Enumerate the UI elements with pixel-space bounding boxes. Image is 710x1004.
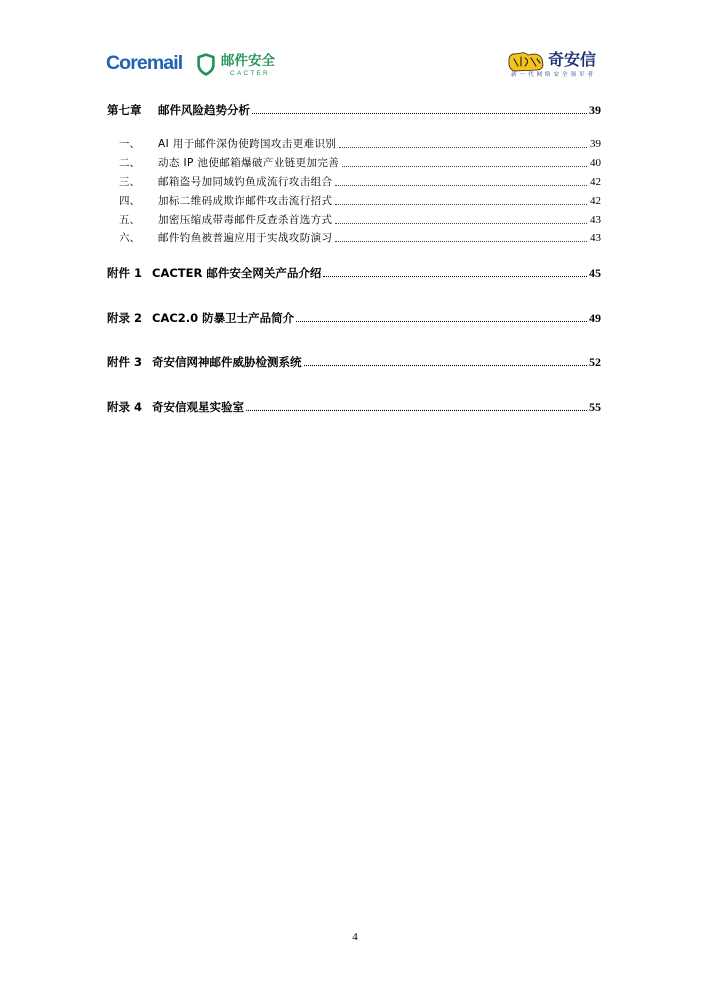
toc-section-row[interactable]: [119, 230, 601, 246]
toc-label: 二、: [119, 157, 140, 169]
toc-title: 邮箱盗号加同域钓鱼成流行攻击组合: [158, 176, 333, 188]
toc-title: 动态 IP 池使邮箱爆破产业链更加完善: [158, 157, 340, 169]
coremail-logo: Coremail: [106, 52, 183, 74]
toc-section-row[interactable]: [119, 136, 601, 152]
toc-section-row[interactable]: [119, 193, 601, 209]
toc-leader: [335, 241, 587, 242]
toc-title: 奇安信观星实验室: [152, 400, 244, 414]
toc-label: 附录 2: [107, 311, 143, 325]
toc-title: AI 用于邮件深伪使跨国攻击更难识别: [158, 138, 337, 150]
toc-title: 加密压缩成带毒邮件反查杀首选方式: [158, 214, 333, 226]
cacter-english-name: CACTER: [230, 70, 270, 77]
toc-page-number: 42: [590, 195, 601, 207]
shield-icon: [197, 53, 215, 76]
toc-label: 一、: [119, 138, 140, 150]
toc-leader: [304, 365, 588, 366]
toc-title: 邮件风险趋势分析: [158, 103, 250, 117]
toc-title: CAC2.0 防暴卫士产品简介: [152, 311, 295, 325]
toc-page-number: 52: [589, 355, 601, 369]
toc-title: 奇安信网神邮件威胁检测系统: [152, 355, 302, 369]
toc-page-number: 43: [590, 214, 601, 226]
toc-page-number: 39: [589, 103, 601, 117]
toc-page-number: 39: [590, 138, 601, 150]
mascot-icon: [507, 51, 545, 73]
toc-leader: [335, 185, 587, 186]
toc-leader: [335, 204, 587, 205]
cacter-chinese-name: 邮件安全: [221, 53, 275, 68]
toc-label: 五、: [119, 214, 140, 226]
toc-page-number: 55: [589, 400, 601, 414]
toc-appendix-row[interactable]: [107, 310, 601, 326]
qianxin-slogan: 新一代网络安全领军者: [511, 72, 597, 78]
toc-leader: [335, 223, 587, 224]
toc-chapter-row[interactable]: [107, 102, 601, 118]
toc-title: 加标二维码成欺诈邮件攻击流行招式: [158, 195, 333, 207]
toc-leader: [252, 113, 587, 114]
toc-leader: [323, 276, 587, 277]
toc-appendix-row[interactable]: [107, 265, 601, 281]
toc-label: 六、: [119, 232, 140, 244]
toc-page-number: 45: [589, 266, 601, 280]
toc-label: 附件 3: [107, 355, 143, 369]
toc-leader: [339, 147, 587, 148]
qianxin-name: 奇安信: [548, 52, 597, 69]
qianxin-logo: [506, 50, 602, 80]
cacter-logo: [197, 52, 283, 80]
toc-appendix-row[interactable]: [107, 399, 601, 415]
toc-page-number: 40: [590, 157, 601, 169]
toc-label: 四、: [119, 195, 140, 207]
toc-page-number: 42: [590, 176, 601, 188]
toc-page-number: 43: [590, 232, 601, 244]
toc-label: 附录 4: [107, 400, 143, 414]
toc-page-number: 49: [589, 311, 601, 325]
toc-label: 附件 1: [107, 266, 143, 280]
toc-label: 第七章: [107, 103, 142, 117]
page-number: 4: [352, 931, 358, 943]
toc-section-row[interactable]: [119, 174, 601, 190]
toc-leader: [342, 166, 587, 167]
toc-section-row[interactable]: [119, 155, 601, 171]
toc-title: CACTER 邮件安全网关产品介绍: [152, 266, 322, 280]
toc-leader: [246, 410, 587, 411]
toc-label: 三、: [119, 176, 140, 188]
toc-appendix-row[interactable]: [107, 354, 601, 370]
toc-title: 邮件钓鱼被普遍应用于实战攻防演习: [158, 232, 333, 244]
toc-section-row[interactable]: [119, 212, 601, 228]
toc-leader: [296, 321, 587, 322]
